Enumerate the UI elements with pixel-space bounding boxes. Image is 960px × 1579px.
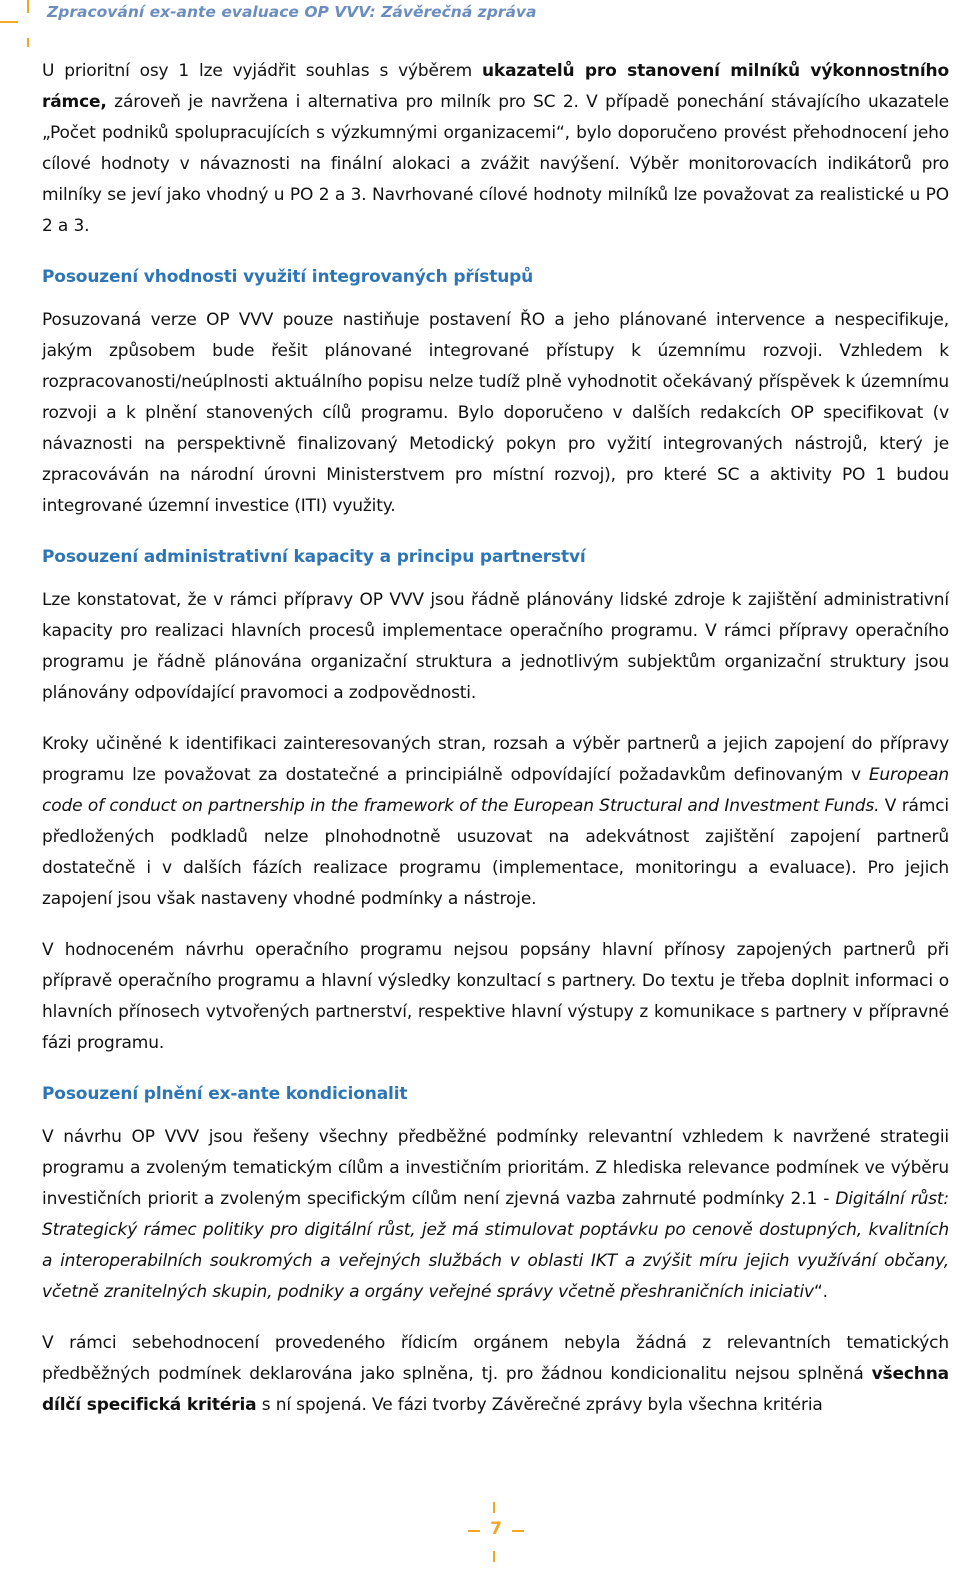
paragraph-administrative-capacity: Lze konstatovat, že v rámci přípravy OP VVV jsou řádně plánovány lidské zdroje k zajištění administrativní kapacity pro realizaci hlavních procesů implementace operačního programu. V rámci přípravy operačního programu je řádně plánována organizační struktura a jednotlivým subjektům organizační struktury jsou plánovány odpovídající pravomoci a zodpovědnosti.: [42, 590, 949, 703]
paragraph-partner-benefits: V hodnoceném návrhu operačního programu nejsou popsány hlavní přínosy zapojených partnerů při přípravě operačního programu a hlavní výsledky konzultací s partnery. Do textu je třeba doplnit informaci o hlavních přínosech vytvořených partnerství, respektive hlavní výstupy z komunikace s partnery v přípravné fázi programu.: [42, 940, 949, 1053]
italic-phrase: Digitální růst: Strategický rámec politiky pro digitální růst, jež má stimulovat poptávku po cenově dostupných, kvalitních a interoperabilních soukromých a veřejných službách v oblasti IKT a zvýšit míru jejich využívání občany, včetně zranitelných skupin, podniky a orgány veřejné správy včetně přeshraničních iniciativ: [42, 1189, 949, 1302]
bold-phrase: všechna dílčí specifická kritéria: [42, 1364, 949, 1415]
section-heading-ex-ante-conditionalities: Posouzení plnění ex-ante kondicionalit: [42, 1084, 408, 1104]
footer-accent-mark: [493, 1551, 495, 1562]
page-number: 7: [490, 1519, 502, 1539]
italic-phrase: European code of conduct on partnership in the framework of the European Structural and Investment Funds.: [42, 765, 949, 816]
header-accent-mark: [0, 21, 18, 23]
paragraph-self-evaluation: V rámci sebehodnocení provedeného řídicím orgánem nebyla žádná z relevantních tematických předběžných podmínek deklarována jako splněna, tj. pro žádnou kondicionalitu nejsou splněná všechna dílčí specifická kritéria s ní spojená. Ve fázi tvorby Závěrečné zprávy byla všechna kritéria: [42, 1333, 949, 1415]
section-heading-administrative-capacity: Posouzení administrativní kapacity a principu partnerství: [42, 547, 586, 567]
footer-accent-mark: [512, 1530, 524, 1532]
paragraph-partners: Kroky učiněné k identifikaci zainteresovaných stran, rozsah a výběr partnerů a jejich zapojení do přípravy programu lze považovat za dostatečné a principiálně odpovídající požadavkům definovaným v European code of conduct on partnership in the framework of the European Structural and Investment Funds. V rámci předložených podkladů nelze plnohodnotně usuzovat na adekvátnost zajištění zapojení partnerů dostatečně i v dalších fázích realizace programu (implementace, monitoringu a evaluace). Pro jejich zapojení jsou však nastaveny vhodné podmínky a nástroje.: [42, 734, 949, 909]
paragraph-ex-ante: V návrhu OP VVV jsou řešeny všechny předběžné podmínky relevantní vzhledem k navržené strategii programu a zvoleným tematickým cílům a investičním prioritám. Z hlediska relevance podmínek ve výběru investičních priorit a zvoleným specifickým cílům není zjevná vazba zahrnuté podmínky 2.1 - Digitální růst: Strategický rámec politiky pro digitální růst, jež má stimulovat poptávku po cenově dostupných, kvalitních a interoperabilních soukromých a veřejných službách v oblasti IKT a zvýšit míru jejich využívání občany, včetně zranitelných skupin, podniky a orgány veřejné správy včetně přeshraničních iniciativ“.: [42, 1127, 949, 1302]
footer-accent-mark: [493, 1502, 495, 1513]
footer-accent-mark: [468, 1530, 480, 1532]
bold-phrase: ukazatelů pro stanovení milníků výkonnostního rámce,: [42, 61, 949, 112]
paragraph-integrated-approaches: Posuzovaná verze OP VVV pouze nastiňuje postavení ŘO a jeho plánované intervence a nespecifikuje, jakým způsobem bude řešit plánované integrované přístupy k územnímu rozvoji. Vzhledem k rozpracovanosti/neúplnosti aktuálního popisu nelze tudíž plně vyhodnotit očekávaný příspěvek k územnímu rozvoji a k plnění stanovených cílů programu. Bylo doporučeno v dalších redakcích OP specifikovat (v návaznosti na perspektivně finalizovaný Metodický pokyn pro vyžití integrovaných nástrojů, který je zpracováván na národní úrovni Ministerstvem pro místní rozvoj), pro které SC a aktivity PO 1 budou integrované územní investice (ITI) využity.: [42, 310, 949, 516]
section-heading-integrated-approaches: Posouzení vhodnosti využití integrovaných přístupů: [42, 267, 534, 287]
document-header-title: Zpracování ex-ante evaluace OP VVV: Závěrečná zpráva: [47, 3, 537, 21]
header-accent-mark: [27, 38, 29, 47]
header-accent-mark: [27, 0, 29, 13]
paragraph-milestones: U prioritní osy 1 lze vyjádřit souhlas s výběrem ukazatelů pro stanovení milníků výkonnostního rámce, zároveň je navržena i alternativa pro milník pro SC 2. V případě ponechání stávajícího ukazatele „Počet podniků spolupracujících s výzkumnými organizacemi“, bylo doporučeno provést přehodnocení jeho cílové hodnoty v návaznosti na finální alokaci a zvážit navýšení. Výběr monitorovacích indikátorů pro milníky se jeví jako vhodný u PO 2 a 3. Navrhované cílové hodnoty milníků lze považovat za realistické u PO 2 a 3.: [42, 61, 949, 236]
document-body: [42, 56, 949, 1421]
